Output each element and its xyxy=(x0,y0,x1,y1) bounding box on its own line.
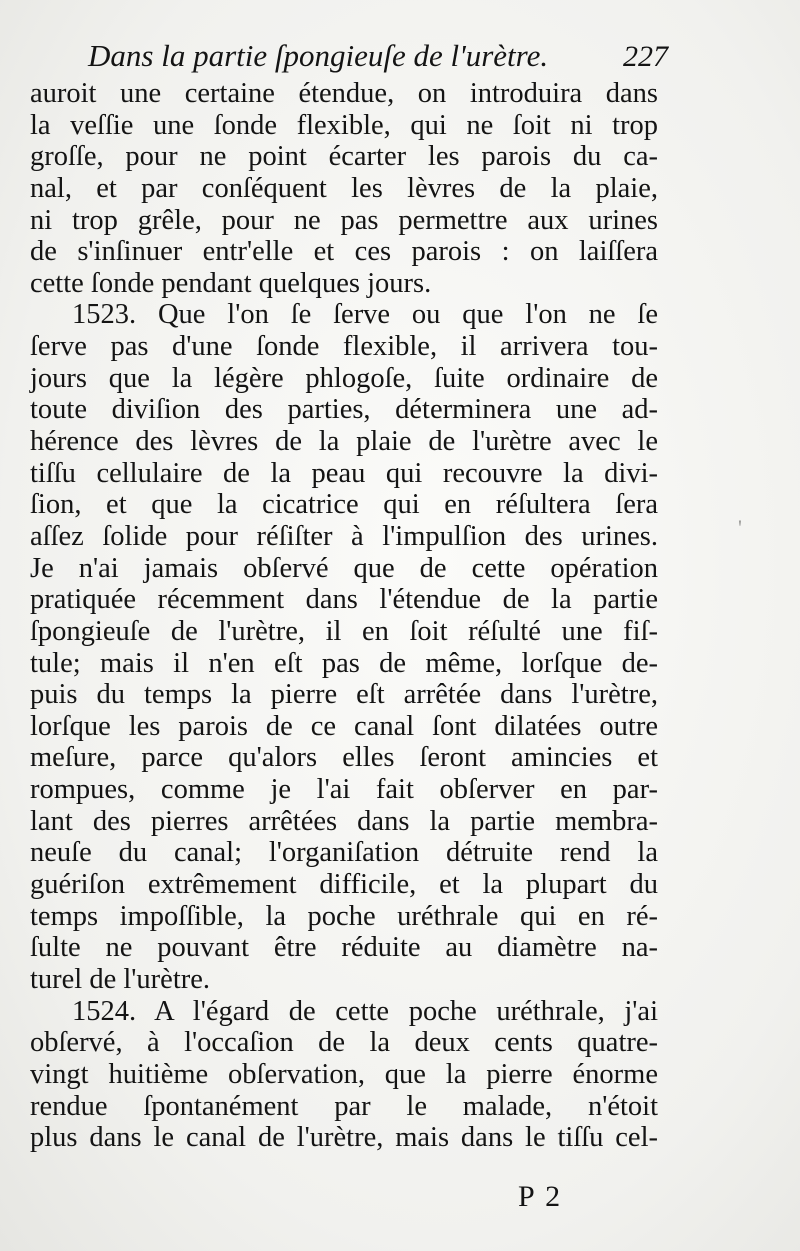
signature-mark: P 2 xyxy=(518,1180,563,1213)
text-line: rompues, comme je l'ai fait obſerver en par- xyxy=(30,774,658,806)
page-number: 227 xyxy=(623,40,668,73)
text-line: hérence des lèvres de la plaie de l'urètre avec le xyxy=(30,426,658,458)
text-line: ſpongieuſe de l'urètre, il en ſoit réſulté une fiſ- xyxy=(30,615,658,647)
text-line: toute diviſion des parties, déterminera une ad- xyxy=(30,394,658,426)
text-line: plus dans le canal de l'urètre, mais dans le tiſſu cel- xyxy=(30,1122,658,1154)
text-line: de s'inſinuer entr'elle et ces parois : on laiſſera xyxy=(30,236,658,268)
text-line: neuſe du canal; l'organiſation détruite rend la xyxy=(30,837,658,869)
text-line: rendue ſpontanément par le malade, n'étoit xyxy=(30,1090,658,1122)
text-line: ſion, et que la cicatrice qui en réſultera ſera xyxy=(30,489,658,521)
text-line: ſulte ne pouvant être réduite au diamètre na- xyxy=(30,932,658,964)
text-line: cette ſonde pendant quelques jours. xyxy=(30,267,432,299)
text-line: lorſque les parois de ce canal ſont dilatées outre xyxy=(30,710,658,742)
text-line: temps impoſſible, la poche uréthrale qui en ré- xyxy=(30,900,658,932)
text-line: obſervé, à l'occaſion de la deux cents quatre- xyxy=(30,1027,658,1059)
text-line: Je n'ai jamais obſervé que de cette opération xyxy=(30,552,658,584)
text-line: guériſon extrêmement difficile, et la plupart du xyxy=(30,869,658,901)
text-line: puis du temps la pierre eſt arrêtée dans l'urètre, xyxy=(30,679,658,711)
text-line: aſſez ſolide pour réſiſter à l'impulſion des urines. xyxy=(30,520,658,552)
text-line: nal, et par conſéquent les lèvres de la plaie, xyxy=(30,172,658,204)
paragraph-1523-start: 1523. Que l'on ſe ſerve ou que l'on ne ſe xyxy=(72,299,658,331)
text-line: vingt huitième obſervation, que la pierre énorme xyxy=(30,1058,658,1090)
margin-tick-mark: ' xyxy=(738,515,742,540)
text-line: jours que la légère phlogoſe, ſuite ordinaire de xyxy=(30,362,658,394)
running-title: Dans la partie ſpongieuſe de l'urètre. xyxy=(88,38,549,73)
text-line: meſure, parce qu'alors elles ſeront amincies et xyxy=(30,742,658,774)
text-line: auroit une certaine étendue, on introduira dans xyxy=(30,78,658,109)
text-line: ſerve pas d'une ſonde flexible, il arrivera tou- xyxy=(30,331,658,363)
body-text xyxy=(30,78,658,1154)
text-line: ni trop grêle, pour ne pas permettre aux urines xyxy=(30,204,658,236)
text-line: tiſſu cellulaire de la peau qui recouvre la divi- xyxy=(30,457,658,489)
text-line: lant des pierres arrêtées dans la partie membra- xyxy=(30,805,658,837)
text-line: la veſſie une ſonde flexible, qui ne ſoit ni trop xyxy=(30,109,658,141)
paragraph-1524-start: 1524. A l'égard de cette poche uréthrale, j'ai xyxy=(72,995,658,1027)
text-line: groſſe, pour ne point écarter les parois du ca- xyxy=(30,141,658,173)
text-line: turel de l'urètre. xyxy=(30,963,211,995)
text-line: tule; mais il n'en eſt pas de même, lorſque de- xyxy=(30,647,658,679)
text-line: pratiquée récemment dans l'étendue de la partie xyxy=(30,584,658,616)
